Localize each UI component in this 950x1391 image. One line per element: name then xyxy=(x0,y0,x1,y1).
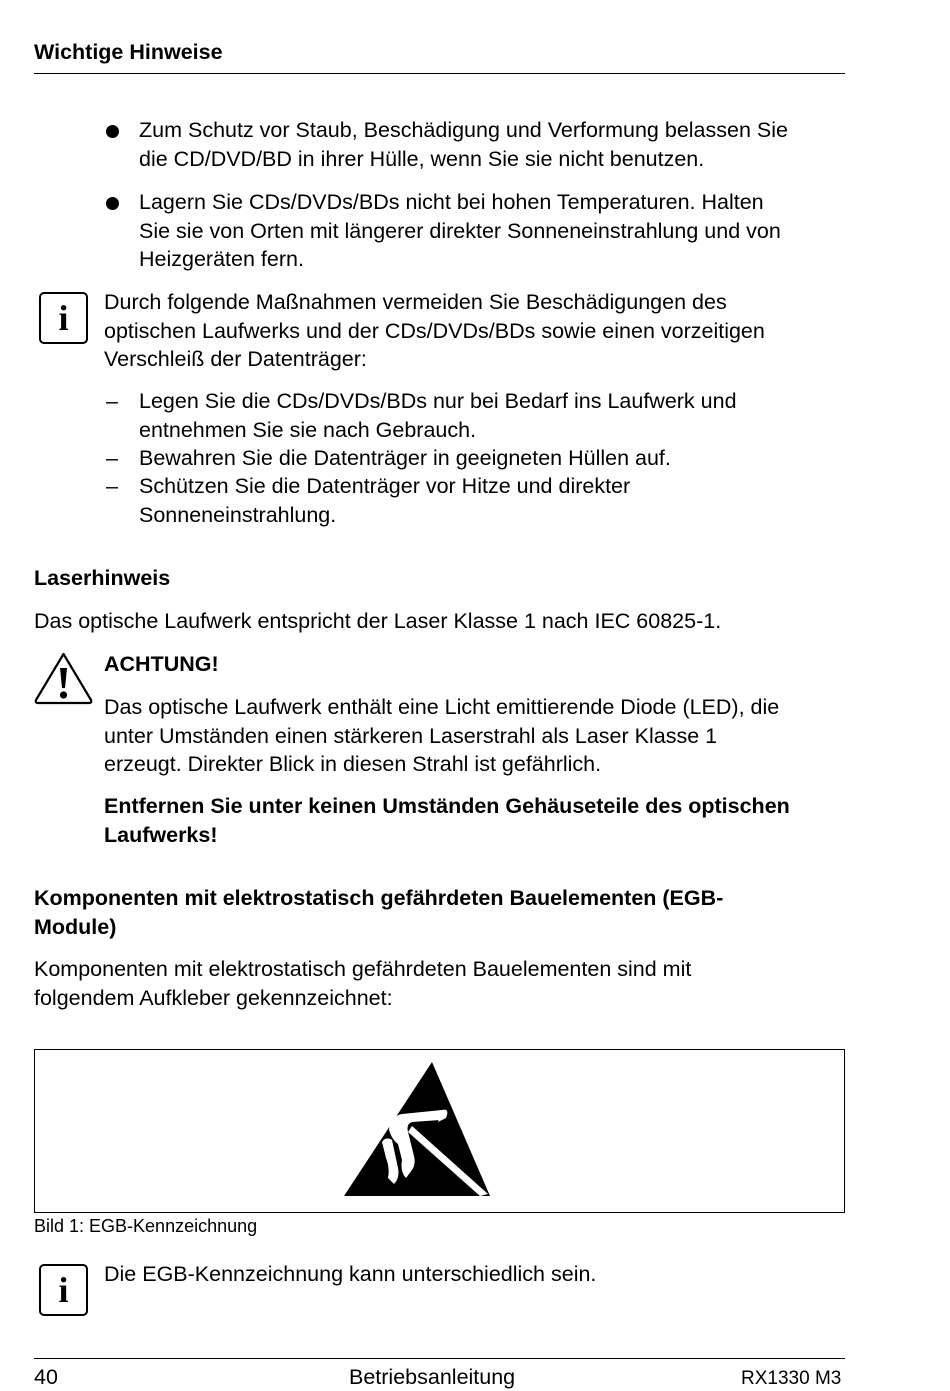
bullet-line: Sie sie von Orten mit längerer direkter Sonneneinstrahlung und von xyxy=(139,218,781,243)
section-heading-esd xyxy=(34,884,723,941)
figure-caption: Bild 1: EGB-Kennzeichnung xyxy=(34,1216,258,1236)
esd-line: folgendem Aufkleber gekennzeichnet: xyxy=(34,985,393,1010)
warning-bold-line: Entfernen Sie unter keinen Umständen Gehäuseteile des optischen xyxy=(104,794,790,818)
info-icon-glyph: i xyxy=(58,298,69,338)
dash-marker: – xyxy=(106,389,118,413)
esd-text xyxy=(34,955,691,1012)
footer-rule xyxy=(34,1358,845,1359)
warning-icon xyxy=(33,651,94,707)
heading-line: Komponenten mit elektrostatisch gefährdeten Bauelementen (EGB- xyxy=(34,886,724,910)
info-icon-glyph: i xyxy=(58,1270,69,1310)
bullet-line: Heizgeräten fern. xyxy=(139,247,304,271)
dash-item-3 xyxy=(139,472,630,529)
bullet-line: die CD/DVD/BD in ihrer Hülle, wenn Sie sie nicht benutzen. xyxy=(139,146,705,171)
info-line: optischen Laufwerks und der CDs/DVDs/BDs sowie einen vorzeitigen xyxy=(104,318,765,343)
esd-line: Komponenten mit elektrostatisch gefährdeten Bauelementen sind mit xyxy=(34,957,692,981)
info-line: Durch folgende Maßnahmen vermeiden Sie Beschädigungen des xyxy=(104,290,727,314)
bullet-line: Zum Schutz vor Staub, Beschädigung und Verformung belassen Sie xyxy=(139,118,788,142)
bullet-line: Lagern Sie CDs/DVDs/BDs nicht bei hohen Temperaturen. Halten xyxy=(139,190,764,214)
warning-line: Das optische Laufwerk enthält eine Licht emittierende Diode (LED), die xyxy=(104,695,780,719)
info-icon xyxy=(39,292,88,344)
warning-line: erzeugt. Direkter Blick in diesen Strahl ist gefährlich. xyxy=(104,752,602,776)
dash-marker: – xyxy=(106,446,118,470)
esd-warning-symbol-icon xyxy=(342,1060,492,1198)
laser-text: Das optische Laufwerk entspricht der Laser Klasse 1 nach IEC 60825-1. xyxy=(34,609,722,633)
warning-bold-text xyxy=(104,792,790,849)
bullet-item-1 xyxy=(139,116,788,173)
dash-line: entnehmen Sie sie nach Gebrauch. xyxy=(139,417,477,442)
footer-title: Betriebsanleitung xyxy=(349,1365,516,1389)
warning-text xyxy=(104,693,779,779)
footer-model: RX1330 M3 xyxy=(741,1368,842,1389)
dash-line: Sonneneinstrahlung. xyxy=(139,502,337,527)
info-line: Verschleiß der Datenträger: xyxy=(104,347,367,371)
bullet-dot xyxy=(106,125,119,138)
info-icon xyxy=(39,1264,88,1316)
page-header-title: Wichtige Hinweise xyxy=(34,40,223,64)
bullet-item-2 xyxy=(139,188,781,274)
warning-line: unter Umständen einen stärkeren Laserstrahl als Laser Klasse 1 xyxy=(104,723,718,748)
warning-title: ACHTUNG! xyxy=(104,652,219,676)
info-note-1-text xyxy=(104,288,765,374)
dash-line: Schützen Sie die Datenträger vor Hitze und direkter xyxy=(139,474,631,498)
info-note-2-text: Die EGB-Kennzeichnung kann unterschiedlich sein. xyxy=(104,1262,597,1286)
header-rule xyxy=(34,73,845,74)
heading-line: Module) xyxy=(34,914,117,939)
section-heading-laser: Laserhinweis xyxy=(34,566,171,590)
dash-line: Bewahren Sie die Datenträger in geeigneten Hüllen auf. xyxy=(139,446,671,470)
dash-line: Legen Sie die CDs/DVDs/BDs nur bei Bedarf ins Laufwerk und xyxy=(139,389,737,413)
bullet-dot xyxy=(106,197,119,210)
page-number: 40 xyxy=(34,1365,58,1389)
warning-bold-line: Laufwerks! xyxy=(104,822,218,847)
dash-item-2 xyxy=(139,444,671,473)
dash-marker: – xyxy=(106,474,118,498)
dash-item-1 xyxy=(139,387,737,444)
